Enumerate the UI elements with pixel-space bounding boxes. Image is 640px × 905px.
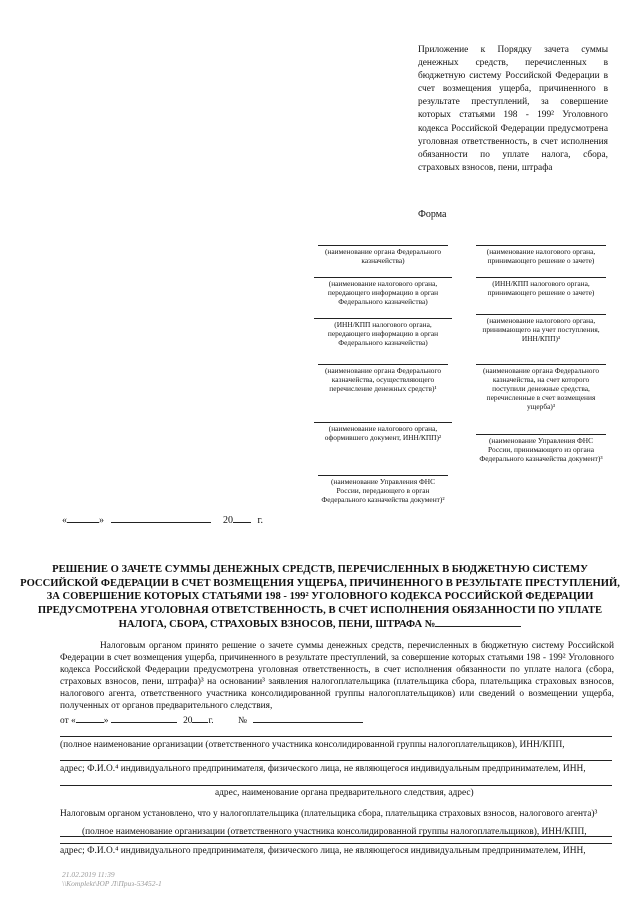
caption-address3: адрес; Ф.И.О.⁴ индивидуального предпринимателя, физического лица, не являющегося индивидуальным предпринимателем, ИНН,	[60, 846, 586, 856]
field-treasury-receiver	[476, 364, 606, 411]
field-caption: (наименование налогового органа, принимающего на учет поступления, ИНН/КПП)³	[482, 316, 600, 343]
decision-number-blank[interactable]	[435, 617, 521, 627]
field-caption: (наименование органа Федерального казначейства, на счет которого поступили денежные средства, перечисленные в счет возмещения ущерба)³	[482, 366, 600, 411]
field-fns-sender	[318, 475, 448, 504]
day-blank[interactable]	[67, 512, 99, 523]
caption-address2: адрес, наименование органа предварительного следствия, адрес)	[215, 788, 474, 798]
date-year-suffix: г.	[257, 515, 263, 526]
document-title-text: РЕШЕНИЕ О ЗАЧЕТЕ СУММЫ ДЕНЕЖНЫХ СРЕДСТВ, ПЕРЕЧИСЛЕННЫХ В БЮДЖЕТНУЮ СИСТЕМУ РОССИЙСКОЙ ФЕДЕРАЦИИ В СЧЕТ ВОЗМЕЩЕНИЯ УЩЕРБА, ПРИЧИНЕННОГО В РЕЗУЛЬТАТЕ ПРЕСТУПЛЕНИЙ, ЗА СОВЕРШЕНИЕ КОТОРЫХ СТАТЬЯМИ 198 - 199² УГОЛОВНОГО КОДЕКСА РОССИЙСКОЙ ФЕДЕРАЦИИ ПРЕДУСМОТРЕНА УГОЛОВНАЯ ОТВЕТСТВЕННОСТЬ, В СЧЕТ ИСПОЛНЕНИЯ ОБЯЗАННОСТИ ПО УПЛАТЕ НАЛОГА, СБОРА, СТРАХОВЫХ ВЗНОСОВ, ПЕНИ, ШТРАФА №	[20, 564, 620, 630]
field-treasury-body	[318, 245, 448, 265]
from-close-quote: »	[103, 716, 109, 726]
field-caption: (наименование налогового органа, принимающего решение о зачете)	[486, 247, 596, 265]
document-title	[18, 563, 622, 632]
form-label: Форма	[418, 209, 447, 220]
from-day-blank[interactable]	[76, 713, 104, 723]
caption-org1: (полное наименование организации (ответственного участника консолидированной группы налогоплательщиков), ИНН/КПП,	[60, 740, 565, 750]
field-treasury-transfer	[318, 364, 448, 393]
year-blank[interactable]	[233, 512, 251, 523]
date-year-prefix: 20	[223, 515, 233, 526]
caption-org2: (полное наименование организации (ответственного участника консолидированной группы налогоплательщиков), ИНН/КПП,	[82, 827, 587, 837]
field-caption: (ИНН/КПП налогового органа, передающего информацию в орган Федерального казначейства)	[327, 320, 439, 347]
field-tax-body-decision	[476, 245, 606, 265]
field-tax-body-sender	[314, 277, 452, 306]
fill-line[interactable]	[60, 785, 612, 786]
decision-paragraph: Налоговым органом принято решение о зачете суммы денежных средств, перечисленных в бюджетную систему Российской Федерации в счет возмещения ущерба, причиненного в результате преступлений, за совершение которых статьями 198 - 199² Уголовного кодекса Российской Федерации предусмотрена уголовная ответственность, в счет исполнения обязанности по уплате налога (сбора, страховых взносов, пени, штрафа)³ на основании³ заявления налогоплательщика (плательщика сбора, плательщика страховых взносов, налогового агента, ответственного участника консолидированной группы налогоплательщиков) или сведений о возмещении ущерба, полученных от органов предварительного следствия,	[60, 641, 614, 711]
field-caption: (наименование органа Федерального казначейства)	[324, 247, 442, 265]
file-stamp	[62, 870, 162, 888]
field-tax-body-accounting	[476, 314, 606, 343]
file-stamp-path: \\Komplekt\ЮР Л\Приз-53452-1	[62, 879, 162, 888]
fill-line[interactable]	[60, 760, 612, 761]
from-year-blank[interactable]	[192, 713, 208, 723]
field-tax-body-decision-inn	[476, 277, 606, 297]
fill-line[interactable]	[60, 736, 612, 737]
field-caption: (ИНН/КПП налогового органа, принимающего решение о зачете)	[487, 279, 595, 297]
date-line	[62, 512, 263, 526]
from-prefix: от «	[60, 716, 76, 726]
field-caption: (наименование налогового органа, передающего информацию в орган Федерального казначейства)	[327, 279, 439, 306]
from-month-blank[interactable]	[111, 713, 177, 723]
field-caption: (наименование налогового органа, оформившего документ, ИНН/КПП)²	[324, 424, 442, 442]
caption-address1: адрес; Ф.И.О.⁴ индивидуального предпринимателя, физического лица, не являющегося индивидуальным предпринимателем, ИНН,	[60, 764, 586, 774]
date-open-quote: «	[62, 515, 67, 526]
from-number-blank[interactable]	[253, 713, 363, 723]
field-caption: (наименование органа Федерального казначейства, осуществляющего перечисление денежных средств)¹	[324, 366, 442, 393]
field-tax-body-issuer	[314, 422, 452, 442]
fill-line[interactable]	[60, 843, 612, 844]
file-stamp-date: 21.02.2019 11:39	[62, 870, 115, 879]
field-fns-receiver	[476, 434, 606, 463]
date-close-quote: »	[99, 515, 104, 526]
month-blank[interactable]	[111, 512, 211, 523]
established-paragraph: Налоговым органом установлено, что у налогоплательщика (плательщика сбора, плательщика страховых взносов, налогового агента)³	[60, 809, 598, 819]
from-year-prefix: 20	[183, 716, 193, 726]
appendix-note: Приложение к Порядку зачета суммы денежных средств, перечисленных в бюджетную систему Российской Федерации в счет возмещения ущерба, причиненного в результате преступлений, за совершение которых статьями 198 - 199² Уголовного кодекса Российской Федерации предусмотрена уголовная ответственность, в счет исполнения обязанности по уплате налога, сбора, страховых взносов, пени, штрафа	[418, 45, 608, 173]
from-year-suffix: г.	[208, 716, 214, 726]
field-tax-body-sender-inn	[314, 318, 452, 347]
field-caption: (наименование Управления ФНС России, передающего в орган Федерального казначейства документ)²	[321, 477, 445, 504]
from-line	[60, 713, 363, 727]
from-number-sign: №	[237, 716, 247, 726]
field-caption: (наименование Управления ФНС России, принимающего из органа Федерального казначейства документ)³	[479, 436, 603, 463]
